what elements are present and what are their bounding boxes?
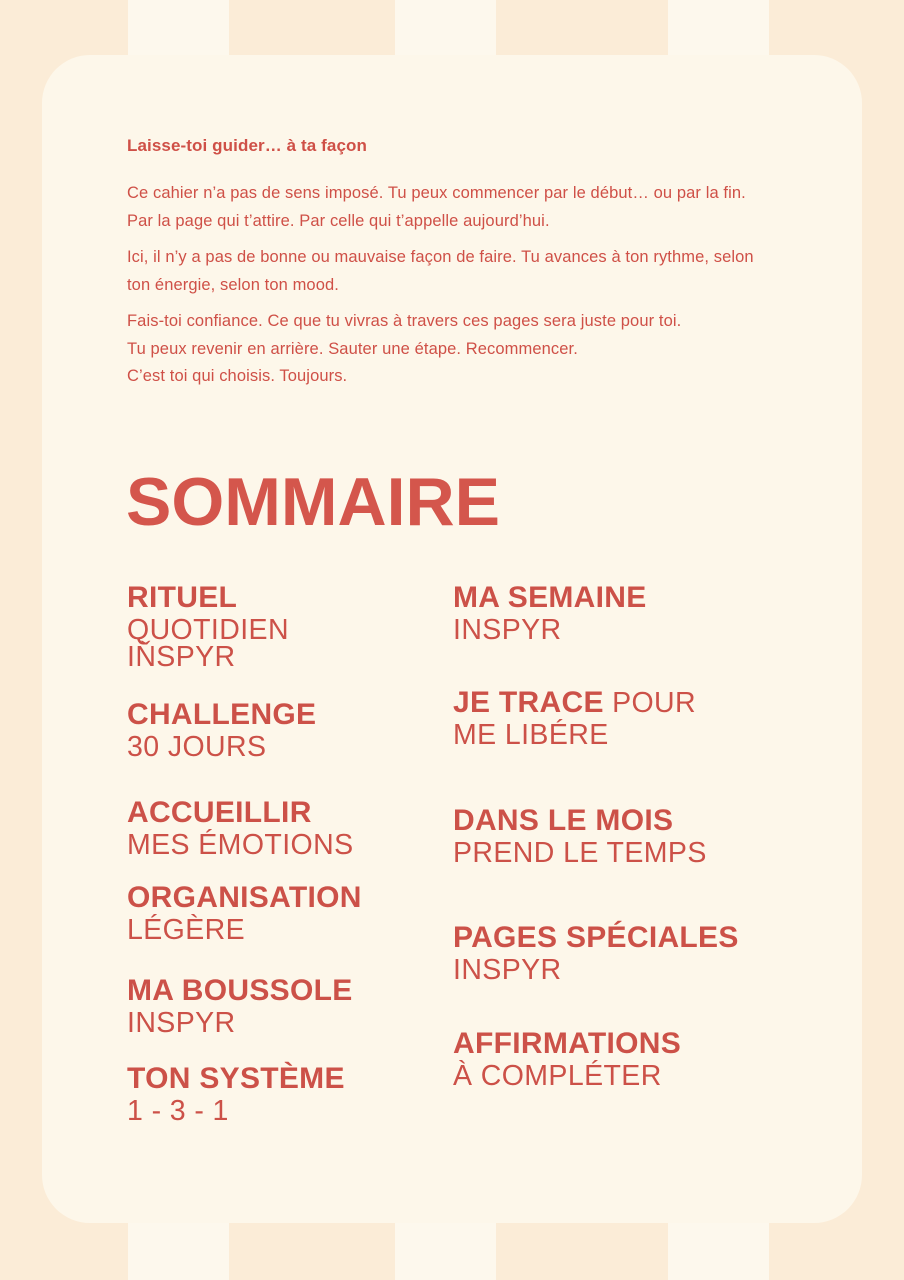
toc-item [127, 974, 353, 1039]
paragraph-line: Fais-toi confiance. Ce que tu vivras à travers ces pages sera juste pour toi. [127, 312, 682, 330]
paragraph-line: Par la page qui t’attire. Par celle qui t’appelle aujourd’hui. [127, 211, 550, 230]
toc-item [127, 581, 289, 673]
toc-item-title: RITUEL [127, 581, 238, 614]
toc-item [453, 804, 707, 869]
paragraph-line: C’est toi qui choisis. Toujours. [127, 367, 348, 385]
toc-item [453, 1027, 682, 1092]
toc-item-subtitle: INSPYR [127, 1006, 236, 1039]
toc-item [127, 698, 317, 763]
toc-item-title: MA BOUSSOLE [127, 974, 353, 1007]
toc-item-title: TON SYSTÈME [127, 1062, 345, 1095]
toc-item [127, 881, 362, 946]
toc-item-title: AFFIRMATIONS [453, 1027, 682, 1060]
toc-item-title: PAGES SPÉCIALES [453, 921, 739, 954]
toc-item-title: DANS LE MOIS [453, 804, 674, 837]
toc-item-title: CHALLENGE [127, 698, 317, 731]
paragraph-line: Ici, il n’y a pas de bonne ou mauvaise façon de faire. Tu avances à ton rythme, selon [127, 248, 754, 266]
paragraph-line: Tu peux revenir en arrière. Sauter une étape. Recommencer. [127, 339, 578, 358]
intro-heading: Laisse-toi guider… à ta façon [127, 136, 368, 155]
toc-item-subtitle: 30 JOURS [127, 730, 267, 763]
toc-item-title: ORGANISATION [127, 881, 362, 914]
toc-item [127, 796, 354, 861]
toc-item-subtitle: IŇSPYR [127, 641, 236, 673]
toc-item-subtitle: INSPYR [453, 613, 562, 646]
toc-item-title: ACCUEILLIR [127, 796, 312, 829]
toc-item [453, 921, 739, 986]
intro-paragraph [127, 308, 681, 391]
intro-paragraph [127, 244, 754, 299]
toc-item-title: MA SEMAINE [453, 581, 647, 614]
toc-item-title: JE TRACE [453, 686, 604, 719]
toc-item-subtitle: ME LIBÉRE [453, 718, 609, 751]
toc-item-subtitle: INSPYR [453, 953, 562, 986]
toc-item [453, 686, 697, 751]
paragraph-line: ton énergie, selon ton mood. [127, 275, 339, 294]
toc-item-subtitle: 1 - 3 - 1 [127, 1094, 229, 1127]
toc-item-subtitle: PREND LE TEMPS [453, 836, 707, 869]
toc-item-subtitle: MES ÉMOTIONS [127, 828, 354, 861]
toc-item-title-light: POUR [603, 687, 697, 719]
page-title: SOMMAIRE [126, 464, 500, 540]
toc-item-subtitle: LÉGÈRE [127, 913, 246, 946]
toc-item-subtitle: À COMPLÉTER [453, 1059, 662, 1092]
intro-paragraph [127, 180, 746, 235]
toc-item-subtitle: QUOTIDIEN [127, 613, 289, 646]
paragraph-line: Ce cahier n’a pas de sens imposé. Tu peux commencer par le début… ou par la fin. [127, 184, 746, 202]
toc-item [127, 1062, 345, 1127]
toc-item [453, 581, 647, 646]
